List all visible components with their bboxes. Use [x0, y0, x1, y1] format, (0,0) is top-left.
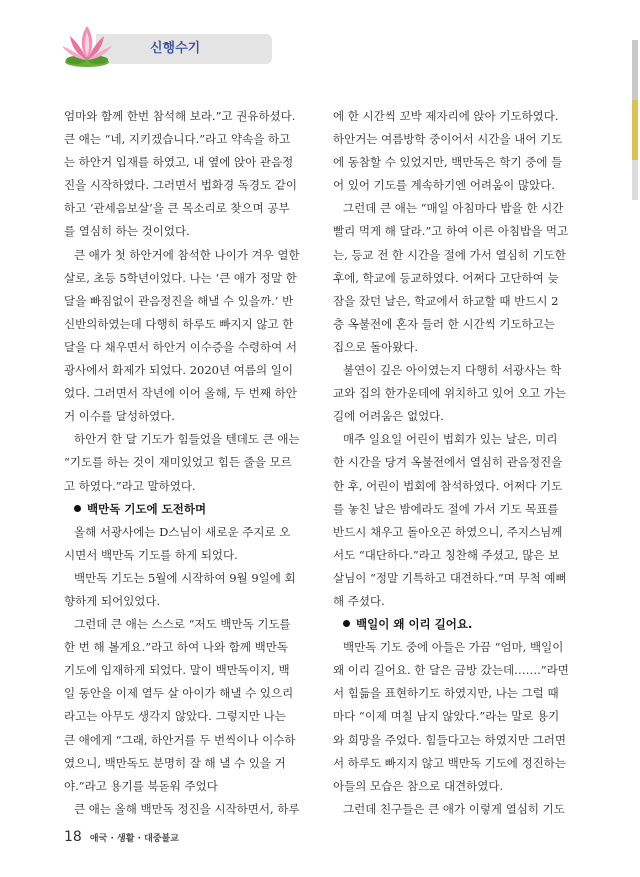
text-line: 그런데 친구들은 큰 애가 이렇게 열심히 기도: [343, 801, 565, 816]
text-line: 교와 집의 한가운데에 위치하고 있어 오고 가는: [333, 386, 567, 401]
text-line: 야.”라고 용기를 북돋워 주었다: [64, 778, 218, 793]
text-line: 한 후, 어린이 법회에 참석하였다. 어쩌다 기도: [333, 478, 563, 493]
text-line: 반드시 채우고 돌아오곤 하였으니, 주지스님께: [333, 524, 563, 539]
text-line: 하고 ‘관세음보살’을 큰 목소리로 찾으며 공부: [64, 201, 290, 216]
text-line: 살로, 초등 5학년이었다. 나는 ‘큰 애가 정말 한: [64, 270, 297, 285]
text-line: 어 있어 기도를 계속하기엔 어려움이 많았다.: [333, 178, 555, 193]
text-line: 큰 애가 첫 하안거에 참석한 나이가 겨우 열한: [74, 247, 300, 262]
text-line: 큰 애에게 “그래, 하안거를 두 번씩이나 이수하: [64, 732, 296, 747]
text-line: 백만독 기도 중에 아들은 가끔 “엄마, 백일이: [343, 640, 564, 655]
bullet-icon: [74, 505, 81, 512]
text-line: 하안거는 여름방학 중이어서 시간을 내어 기도: [333, 132, 563, 147]
text-line: 었다. 그러면서 작년에 이어 올해, 두 번째 하안: [64, 386, 297, 401]
text-line: 일 동안을 이제 열두 살 아이가 해낼 수 있으리: [64, 686, 294, 701]
text-line: 와 희망을 주었다. 힘들다고는 하였지만 그러면: [333, 732, 567, 747]
text-line: 왜 이리 길어요. 한 달은 금방 갔는데…….”라면: [333, 663, 569, 678]
subheading: [333, 613, 580, 636]
side-tab-mark: [632, 40, 638, 100]
text-line: 한 시간을 당겨 옥불전에서 열심히 관음정진을: [333, 455, 563, 470]
text-line: 층 옥불전에 혼자 들러 한 시간씩 기도하고는: [333, 316, 555, 331]
text-line: 고 하였다.”라고 말하였다.: [64, 478, 196, 493]
text-line: 에 한 시간씩 꼬박 제자리에 앉아 기도하였다.: [333, 109, 559, 123]
page-number: 18: [64, 829, 82, 845]
text-line: 서도 “대단하다.”라고 칭찬해 주셨고, 많은 보: [333, 547, 560, 562]
text-line: 해 주셨다.: [333, 593, 385, 608]
text-line: 서 하루도 빠지지 않고 백만독 기도에 정진하는: [333, 755, 567, 770]
text-line: 아들의 모습은 참으로 대견하였다.: [333, 778, 504, 793]
text-line: 불연이 깊은 아이였는지 다행히 서광사는 학: [343, 363, 562, 378]
side-tab-mark: [632, 160, 638, 200]
page-footer: [64, 827, 179, 845]
text-line: 광사에서 화제가 되었다. 2020년 여름의 일이: [64, 363, 293, 378]
text-line: 에 동참할 수 있었지만, 백만독은 학기 중에 들: [333, 155, 563, 170]
text-line: 향하게 되어있었다.: [64, 593, 161, 608]
left-text-column: [64, 105, 311, 821]
text-line: 그런데 큰 애는 “매일 아침마다 밥을 한 시간: [343, 201, 564, 216]
text-line: 집으로 돌아왔다.: [333, 339, 419, 354]
magazine-name: 애국 · 생활 · 대중불교: [89, 834, 179, 844]
text-line: 마다 “이제 며칠 남지 않았다.”라는 말로 용기: [333, 709, 560, 724]
text-line: 시면서 백만독 기도를 하게 되었다.: [64, 547, 238, 562]
text-line: 였으니, 백만독도 분명히 잘 해 낼 수 있을 거: [64, 755, 286, 770]
text-line: 살님이 “정말 기특하고 대견하다.”며 무척 예뻐: [333, 570, 567, 585]
text-line: 매주 일요일 어린이 법회가 있는 날은, 미리: [343, 432, 558, 447]
text-line: 달을 다 채우면서 하안거 이수증을 수령하여 서: [64, 339, 298, 354]
text-line: 거 이수를 달성하였다.: [64, 409, 175, 424]
text-line: 는 하안거 입재를 하였고, 내 옆에 앉아 관음정: [64, 155, 294, 170]
text-line: 하안거 한 달 기도가 힘들었을 텐데도 큰 애는: [74, 432, 300, 447]
text-line: 길에 어려움은 없었다.: [333, 409, 444, 424]
text-line: 달을 빠짐없이 관음정진을 해낼 수 있을까.’ 반: [64, 293, 294, 308]
text-line: 한 번 해 볼게요.”라고 하여 나와 함께 백만독: [64, 640, 288, 655]
side-tab-mark: [632, 100, 638, 160]
text-line: 후에, 학교에 등교하였다. 어쩌다 고단하여 늦: [333, 270, 559, 285]
text-line: 진을 시작하였다. 그러면서 법화경 독경도 같이: [64, 178, 298, 193]
text-line: 서 힘듦을 표현하기도 하였지만, 나는 그럴 때: [333, 686, 559, 701]
text-line: 기도에 입재하게 되었다. 말이 백만독이지, 백: [64, 663, 290, 678]
lotus-icon: [58, 22, 116, 68]
subheading-text: 백만독 기도에 도전하며: [87, 501, 207, 516]
text-line: 를 열심히 하는 것이었다.: [64, 224, 190, 239]
right-text-column: [333, 105, 580, 821]
text-line: 빨리 먹게 해 달라.”고 하여 이른 아침밥을 먹고: [333, 224, 569, 239]
text-line: 신반의하였는데 다행히 하루도 빠지지 않고 한: [64, 316, 294, 331]
text-line: 엄마와 함께 한번 참석해 보라.”고 권유하셨다.: [64, 109, 296, 123]
bullet-icon: [343, 620, 350, 627]
text-line: 올해 서광사에는 D스님이 새로운 주지로 오: [74, 524, 291, 539]
section-title: 신행수기: [150, 41, 201, 56]
subheading-text: 백일이 왜 이리 길어요.: [356, 617, 473, 632]
text-line: 큰 애는 올해 백만독 정진을 시작하면서, 하루: [74, 801, 300, 816]
text-line: “기도를 하는 것이 재미있었고 힘든 줄을 모르: [64, 455, 292, 470]
text-line: 는, 등교 전 한 시간을 절에 가서 열심히 기도한: [333, 247, 566, 262]
subheading: [64, 498, 311, 521]
text-line: 잠을 잤던 날은, 학교에서 하교할 때 반드시 2: [333, 293, 559, 308]
text-line: 라고는 아무도 생각지 않았다. 그렇지만 나는: [64, 709, 286, 724]
text-line: 큰 애는 “네, 지키겠습니다.”라고 약속을 하고: [64, 132, 291, 147]
text-line: 그런데 큰 애는 스스로 “저도 백만독 기도를: [74, 617, 291, 632]
text-line: 백만독 기도는 5월에 시작하여 9월 9일에 회: [74, 570, 296, 585]
text-line: 를 놓친 날은 밤에라도 절에 가서 기도 목표를: [333, 501, 559, 516]
